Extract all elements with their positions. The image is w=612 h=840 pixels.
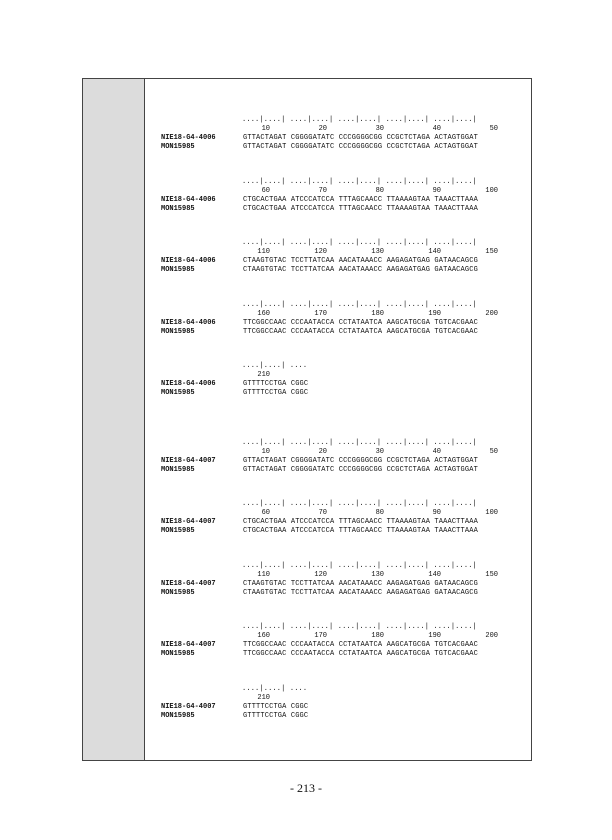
position-number: 100 <box>485 187 498 195</box>
position-number: 60 <box>261 509 270 517</box>
query-sequence-name: NIE18-G4-4007 <box>161 641 216 649</box>
alignment-block <box>146 239 532 275</box>
reference-sequence: CTGCACTGAA ATCCCATCCA TTTAGCAACC TTAAAAGTAA TAAACTTAAA <box>243 527 478 535</box>
position-number: 200 <box>485 310 498 318</box>
position-number: 210 <box>257 371 270 379</box>
position-number: 160 <box>257 310 270 318</box>
position-ruler: ....|....| ....|....| ....|....| ....|....| ....|....| <box>242 239 477 247</box>
position-number: 20 <box>318 448 327 456</box>
query-sequence-name: NIE18-G4-4007 <box>161 703 216 711</box>
query-sequence: TTCGGCCAAC CCCAATACCA CCTATAATCA AAGCATGCGA TGTCACGAAC <box>243 319 478 327</box>
reference-sequence-name: MON15985 <box>161 589 195 597</box>
query-sequence: GTTACTAGAT CGGGGATATC CCCGGGGCGG CCGCTCTAGA ACTAGTGGAT <box>243 134 478 142</box>
alignment-block <box>146 685 532 721</box>
position-number: 70 <box>318 187 327 195</box>
position-ruler: ....|....| ....|....| ....|....| ....|....| ....|....| <box>242 623 477 631</box>
position-number: 30 <box>375 448 384 456</box>
reference-sequence-name: MON15985 <box>161 527 195 535</box>
alignment-block <box>146 562 532 598</box>
position-number: 170 <box>314 310 327 318</box>
alignment-block <box>146 623 532 659</box>
alignment-block <box>146 116 532 152</box>
reference-sequence: GTTACTAGAT CGGGGATATC CCCGGGGCGG CCGCTCTAGA ACTAGTGGAT <box>243 143 478 151</box>
reference-sequence: TTCGGCCAAC CCCAATACCA CCTATAATCA AAGCATGCGA TGTCACGAAC <box>243 328 478 336</box>
query-sequence-name: NIE18-G4-4006 <box>161 319 216 327</box>
alignment-block <box>146 362 532 398</box>
query-sequence-name: NIE18-G4-4006 <box>161 257 216 265</box>
position-number: 90 <box>432 187 441 195</box>
position-number: 10 <box>261 448 270 456</box>
position-number: 120 <box>314 248 327 256</box>
reference-sequence-name: MON15985 <box>161 328 195 336</box>
query-sequence: GTTTTCCTGA CGGC <box>243 380 309 388</box>
reference-sequence: CTAAGTGTAC TCCTTATCAA AACATAAACC AAGAGATGAG GATAACAGCG <box>243 589 478 597</box>
position-number: 210 <box>257 694 270 702</box>
alignment-block <box>146 439 532 475</box>
position-number: 70 <box>318 509 327 517</box>
position-number: 60 <box>261 187 270 195</box>
reference-sequence: TTCGGCCAAC CCCAATACCA CCTATAATCA AAGCATGCGA TGTCACGAAC <box>243 650 478 658</box>
position-number: 110 <box>257 571 270 579</box>
position-number: 80 <box>375 187 384 195</box>
alignment-block <box>146 178 532 214</box>
position-number: 40 <box>432 125 441 133</box>
reference-sequence: GTTACTAGAT CGGGGATATC CCCGGGGCGG CCGCTCTAGA ACTAGTGGAT <box>243 466 478 474</box>
query-sequence-name: NIE18-G4-4006 <box>161 196 216 204</box>
position-number: 110 <box>257 248 270 256</box>
query-sequence: CTGCACTGAA ATCCCATCCA TTTAGCAACC TTAAAAGTAA TAAACTTAAA <box>243 518 478 526</box>
position-ruler: ....|....| ....|....| ....|....| ....|....| ....|....| <box>242 178 477 186</box>
position-number: 170 <box>314 632 327 640</box>
position-number: 190 <box>428 632 441 640</box>
position-number: 10 <box>261 125 270 133</box>
reference-sequence-name: MON15985 <box>161 205 195 213</box>
position-number: 200 <box>485 632 498 640</box>
position-number: 180 <box>371 632 384 640</box>
query-sequence: GTTTTCCTGA CGGC <box>243 703 309 711</box>
position-number: 150 <box>485 571 498 579</box>
position-number: 30 <box>375 125 384 133</box>
position-number: 130 <box>371 248 384 256</box>
reference-sequence: CTGCACTGAA ATCCCATCCA TTTAGCAACC TTAAAAGTAA TAAACTTAAA <box>243 205 478 213</box>
position-number: 50 <box>489 448 498 456</box>
position-number: 130 <box>371 571 384 579</box>
query-sequence-name: NIE18-G4-4007 <box>161 457 216 465</box>
position-number: 120 <box>314 571 327 579</box>
table-side-column <box>83 79 145 760</box>
query-sequence: CTAAGTGTAC TCCTTATCAA AACATAAACC AAGAGATGAG GATAACAGCG <box>243 257 478 265</box>
position-number: 190 <box>428 310 441 318</box>
reference-sequence-name: MON15985 <box>161 266 195 274</box>
alignment-block <box>146 500 532 536</box>
position-number: 100 <box>485 509 498 517</box>
reference-sequence: GTTTTCCTGA CGGC <box>243 389 309 397</box>
position-ruler: ....|....| ....|....| ....|....| ....|....| ....|....| <box>242 301 477 309</box>
position-number: 20 <box>318 125 327 133</box>
alignment-table <box>82 78 532 761</box>
position-number: 40 <box>432 448 441 456</box>
reference-sequence-name: MON15985 <box>161 712 195 720</box>
alignment-content <box>146 79 531 760</box>
page-number: - 213 - <box>290 781 322 795</box>
reference-sequence-name: MON15985 <box>161 389 195 397</box>
reference-sequence-name: MON15985 <box>161 650 195 658</box>
query-sequence-name: NIE18-G4-4006 <box>161 380 216 388</box>
query-sequence: GTTACTAGAT CGGGGATATC CCCGGGGCGG CCGCTCTAGA ACTAGTGGAT <box>243 457 478 465</box>
query-sequence: CTAAGTGTAC TCCTTATCAA AACATAAACC AAGAGATGAG GATAACAGCG <box>243 580 478 588</box>
query-sequence: TTCGGCCAAC CCCAATACCA CCTATAATCA AAGCATGCGA TGTCACGAAC <box>243 641 478 649</box>
position-ruler: ....|....| .... <box>242 362 308 370</box>
position-ruler: ....|....| ....|....| ....|....| ....|....| ....|....| <box>242 439 477 447</box>
position-number: 160 <box>257 632 270 640</box>
position-number: 140 <box>428 571 441 579</box>
reference-sequence: GTTTTCCTGA CGGC <box>243 712 309 720</box>
reference-sequence: CTAAGTGTAC TCCTTATCAA AACATAAACC AAGAGATGAG GATAACAGCG <box>243 266 478 274</box>
position-ruler: ....|....| ....|....| ....|....| ....|....| ....|....| <box>242 116 477 124</box>
reference-sequence-name: MON15985 <box>161 466 195 474</box>
position-number: 180 <box>371 310 384 318</box>
query-sequence-name: NIE18-G4-4006 <box>161 134 216 142</box>
query-sequence-name: NIE18-G4-4007 <box>161 580 216 588</box>
query-sequence: CTGCACTGAA ATCCCATCCA TTTAGCAACC TTAAAAGTAA TAAACTTAAA <box>243 196 478 204</box>
alignment-block <box>146 301 532 337</box>
position-ruler: ....|....| ....|....| ....|....| ....|....| ....|....| <box>242 500 477 508</box>
position-number: 50 <box>489 125 498 133</box>
position-ruler: ....|....| .... <box>242 685 308 693</box>
position-number: 90 <box>432 509 441 517</box>
reference-sequence-name: MON15985 <box>161 143 195 151</box>
position-number: 140 <box>428 248 441 256</box>
position-ruler: ....|....| ....|....| ....|....| ....|....| ....|....| <box>242 562 477 570</box>
position-number: 80 <box>375 509 384 517</box>
query-sequence-name: NIE18-G4-4007 <box>161 518 216 526</box>
position-number: 150 <box>485 248 498 256</box>
